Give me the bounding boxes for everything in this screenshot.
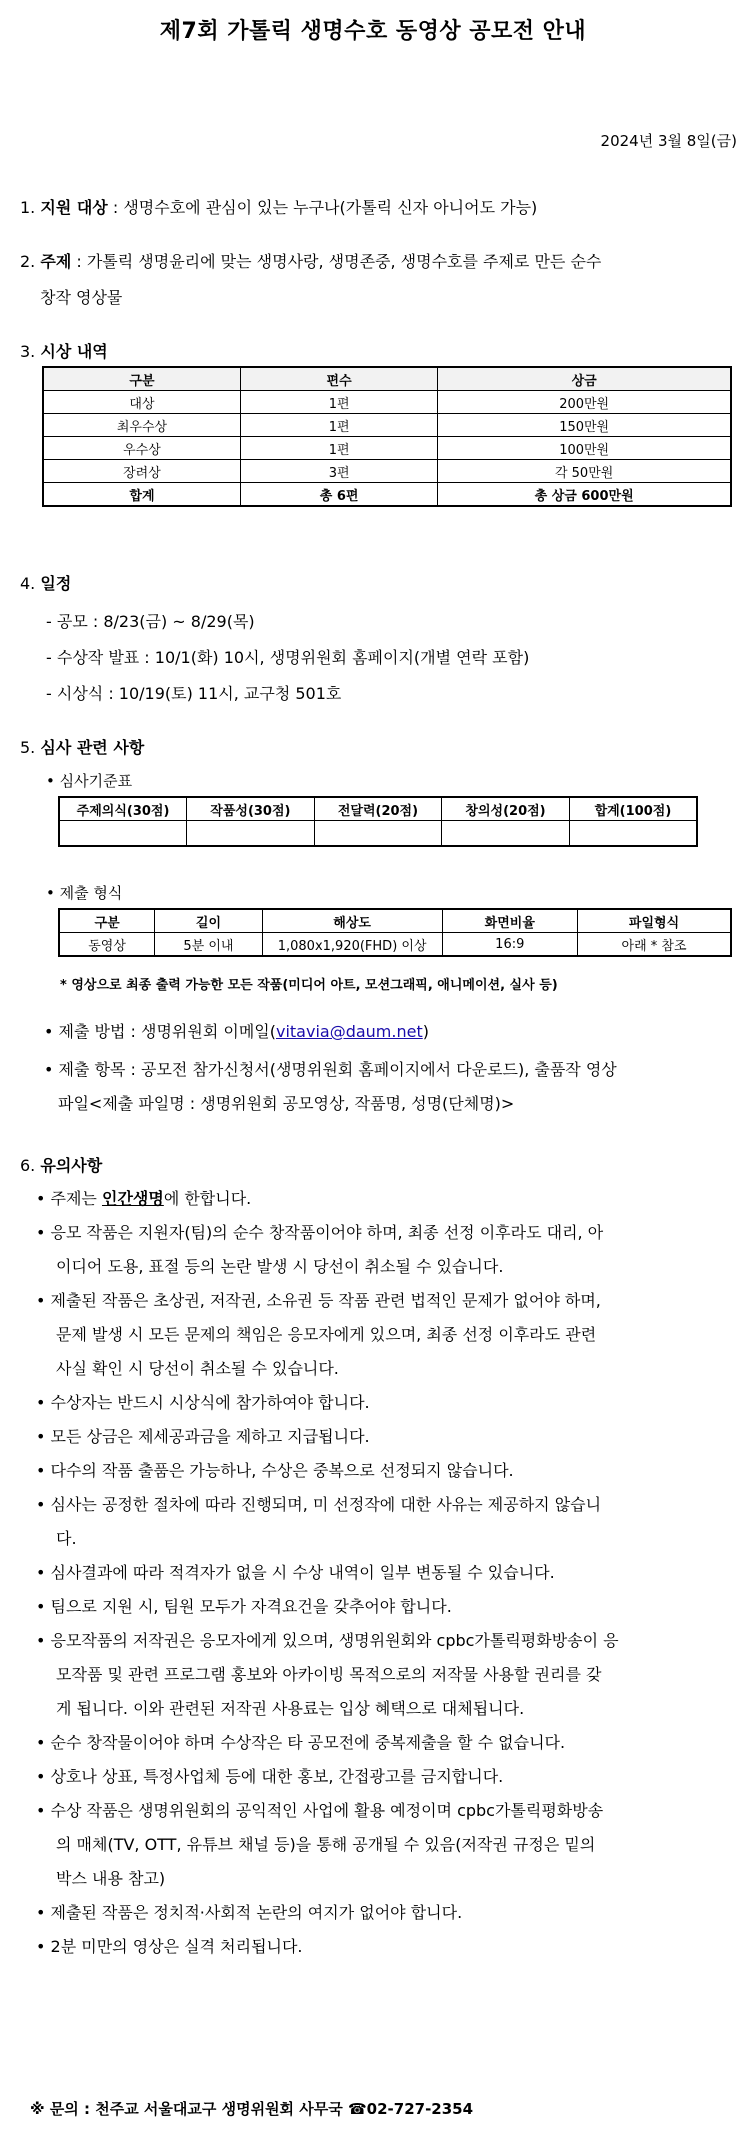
list-item-text: 에 한합니다.: [163, 1189, 252, 1208]
criteria-header: 전달력(20점): [314, 797, 442, 821]
table-cell: [59, 821, 187, 847]
section-5-label: 심사 관련 사항: [40, 738, 145, 757]
table-cell: 16:9: [442, 933, 578, 957]
prize-header-category: 구분: [43, 367, 240, 391]
table-cell: 동영상: [59, 933, 155, 957]
criteria-empty-row: [59, 821, 697, 847]
section-3-number: 3.: [20, 342, 36, 361]
section-2: [20, 250, 601, 274]
list-item: • 심사결과에 따라 적격자가 없을 시 수상 내역이 일부 변동될 수 있습니다.: [36, 1563, 555, 1582]
email-link[interactable]: vitavia@daum.net: [275, 1022, 423, 1041]
list-item: • 상호나 상표, 특정사업체 등에 대한 홍보, 간접광고를 금지합니다.: [36, 1767, 504, 1786]
section-2-number: 2.: [20, 252, 36, 271]
section-2-label: 주제: [40, 252, 72, 271]
criteria-title: • 심사기준표: [46, 772, 133, 790]
section-5: [20, 736, 144, 760]
table-cell: [314, 821, 442, 847]
schedule-item: - 공모 : 8/23(금) ~ 8/29(목): [46, 612, 255, 631]
list-item: [36, 1182, 619, 1216]
table-cell: 대상: [43, 391, 240, 414]
format-header: 해상도: [262, 909, 442, 933]
list-item: • 심사는 공정한 절차에 따라 진행되며, 미 선정작에 대한 사유는 제공하지 않습니 다.: [36, 1495, 602, 1548]
section-5-number: 5.: [20, 738, 36, 757]
list-item: • 제출된 작품은 초상권, 저작권, 소유권 등 작품 관련 법적인 문제가 없어야 하며, 문제 발생 시 모든 문제의 책임은 응모자에게 있으며, 최종 선정 이후라도 관련 사실 확인 시 당선이 취소될 수 있습니다.: [36, 1291, 601, 1378]
section-1-label: 지원 대상: [40, 198, 108, 217]
format-header: 길이: [155, 909, 263, 933]
table-cell: 100만원: [438, 437, 731, 460]
section-4-number: 4.: [20, 574, 36, 593]
format-header: 구분: [59, 909, 155, 933]
submit-method-text: • 제출 방법 : 생명위원회 이메일(: [44, 1022, 276, 1041]
section-4: [20, 572, 71, 596]
table-cell: 우수상: [43, 437, 240, 460]
submit-items-line2: 파일<제출 파일명 : 생명위원회 공모영상, 작품명, 성명(단체명)>: [58, 1094, 515, 1113]
table-cell: 합계: [43, 483, 240, 507]
section-6-label: 유의사항: [40, 1156, 103, 1175]
table-cell: 1편: [240, 414, 437, 437]
list-item: • 응모작품의 저작권은 응모자에게 있으며, 생명위원회와 cpbc가톨릭평화방송이 응 모작품 및 관련 프로그램 홍보와 아카이빙 목적으로의 저작물 사용할 권리를 갖 게 됩니다. 이와 관련된 저작권 사용료는 입상 혜택으로 대체됩니다.: [36, 1631, 619, 1718]
page-title: 제7회 가톨릭 생명수호 동영상 공모전 안내: [159, 19, 587, 44]
format-note: * 영상으로 최종 출력 가능한 모든 작품(미디어 아트, 모션그래픽, 애니메이션, 실사 등): [60, 978, 558, 993]
schedule-item: - 수상작 발표 : 10/1(화) 10시, 생명위원회 홈페이지(개별 연락 포함): [46, 648, 530, 667]
section-6: [20, 1154, 102, 1178]
table-cell: 1편: [240, 391, 437, 414]
prize-table-header: [43, 367, 731, 391]
table-cell: 5분 이내: [155, 933, 263, 957]
table-cell: [442, 821, 570, 847]
table-row: [43, 437, 731, 460]
prize-header-amount: 상금: [438, 367, 731, 391]
table-row: [43, 391, 731, 414]
table-cell: 아래 * 참조: [578, 933, 731, 957]
table-cell: 1,080x1,920(FHD) 이상: [262, 933, 442, 957]
section-3: [20, 340, 108, 364]
list-item: • 2분 미만의 영상은 실격 처리됩니다.: [36, 1937, 303, 1956]
submit-method: [44, 1020, 429, 1044]
table-cell: 각 50만원: [438, 460, 731, 483]
format-title: • 제출 형식: [46, 884, 123, 902]
section-4-label: 일정: [40, 574, 72, 593]
table-row: [43, 414, 731, 437]
submit-items-line1: • 제출 항목 : 공모전 참가신청서(생명위원회 홈페이지에서 다운로드), 출품작 영상: [44, 1060, 617, 1079]
list-item-text: • 주제는: [36, 1189, 102, 1208]
criteria-header: 작품성(30점): [187, 797, 315, 821]
list-item: • 수상 작품은 생명위원회의 공익적인 사업에 활용 예정이며 cpbc가톨릭평화방송 의 매체(TV, OTT, 유튜브 채널 등)을 통해 공개될 수 있음(저작권 규정은 밑의 박스 내용 참고): [36, 1801, 604, 1888]
table-cell: 총 6편: [240, 483, 437, 507]
list-item: • 수상자는 반드시 시상식에 참가하여야 합니다.: [36, 1393, 370, 1412]
section-6-number: 6.: [20, 1156, 36, 1175]
table-row: [59, 933, 731, 957]
contact-line: [30, 2098, 473, 2119]
prize-total-row: [43, 483, 731, 507]
criteria-header: 창의성(20점): [442, 797, 570, 821]
section-1-text: : 생명수호에 관심이 있는 누구나(가톨릭 신자 아니어도 가능): [107, 198, 538, 217]
section-3-label: 시상 내역: [40, 342, 108, 361]
section-2-text-line1: : 가톨릭 생명윤리에 맞는 생명사랑, 생명존중, 생명수호를 주제로 만든 순수: [71, 252, 602, 271]
prize-table: [42, 366, 732, 507]
format-header: 파일형식: [578, 909, 731, 933]
table-row: [43, 460, 731, 483]
schedule-item: - 시상식 : 10/19(토) 11시, 교구청 501호: [46, 684, 342, 703]
table-cell: [569, 821, 697, 847]
table-cell: 3편: [240, 460, 437, 483]
list-item: • 제출된 작품은 정치적·사회적 논란의 여지가 없어야 합니다.: [36, 1903, 463, 1922]
notice-list: [36, 1182, 619, 1964]
document-date: 2024년 3월 8일(금): [600, 132, 737, 150]
list-item: • 팀으로 지원 시, 팀원 모두가 자격요건을 갖추어야 합니다.: [36, 1597, 452, 1616]
table-cell: 최우수상: [43, 414, 240, 437]
table-cell: 200만원: [438, 391, 731, 414]
contact-phone: ☎02-727-2354: [347, 2100, 474, 2118]
list-item: • 응모 작품은 지원자(팀)의 순수 창작품이어야 하며, 최종 선정 이후라도 대리, 아 이디어 도용, 표절 등의 논란 발생 시 당선이 취소될 수 있습니다.: [36, 1223, 604, 1276]
emphasis-text: 인간생명: [101, 1189, 164, 1208]
criteria-header-row: [59, 797, 697, 821]
table-cell: 150만원: [438, 414, 731, 437]
format-header: 화면비율: [442, 909, 578, 933]
list-item: • 모든 상금은 제세공과금을 제하고 지급됩니다.: [36, 1427, 370, 1446]
table-cell: 1편: [240, 437, 437, 460]
list-item: • 순수 창작물이어야 하며 수상작은 타 공모전에 중복제출을 할 수 없습니다.: [36, 1733, 566, 1752]
format-table: [58, 908, 732, 957]
submit-method-suffix: ): [422, 1022, 429, 1041]
section-1: [20, 196, 537, 220]
prize-header-count: 편수: [240, 367, 437, 391]
section-2-text-line2: 창작 영상물: [40, 288, 123, 307]
list-item: • 다수의 작품 출품은 가능하나, 수상은 중복으로 선정되지 않습니다.: [36, 1461, 514, 1480]
section-1-number: 1.: [20, 198, 36, 217]
format-header-row: [59, 909, 731, 933]
criteria-table: [58, 796, 698, 847]
table-cell: 총 상금 600만원: [438, 483, 731, 507]
contact-text: ※ 문의 : 천주교 서울대교구 생명위원회 사무국: [30, 2100, 348, 2118]
criteria-header: 합계(100점): [569, 797, 697, 821]
table-cell: [187, 821, 315, 847]
table-cell: 장려상: [43, 460, 240, 483]
criteria-header: 주제의식(30점): [59, 797, 187, 821]
